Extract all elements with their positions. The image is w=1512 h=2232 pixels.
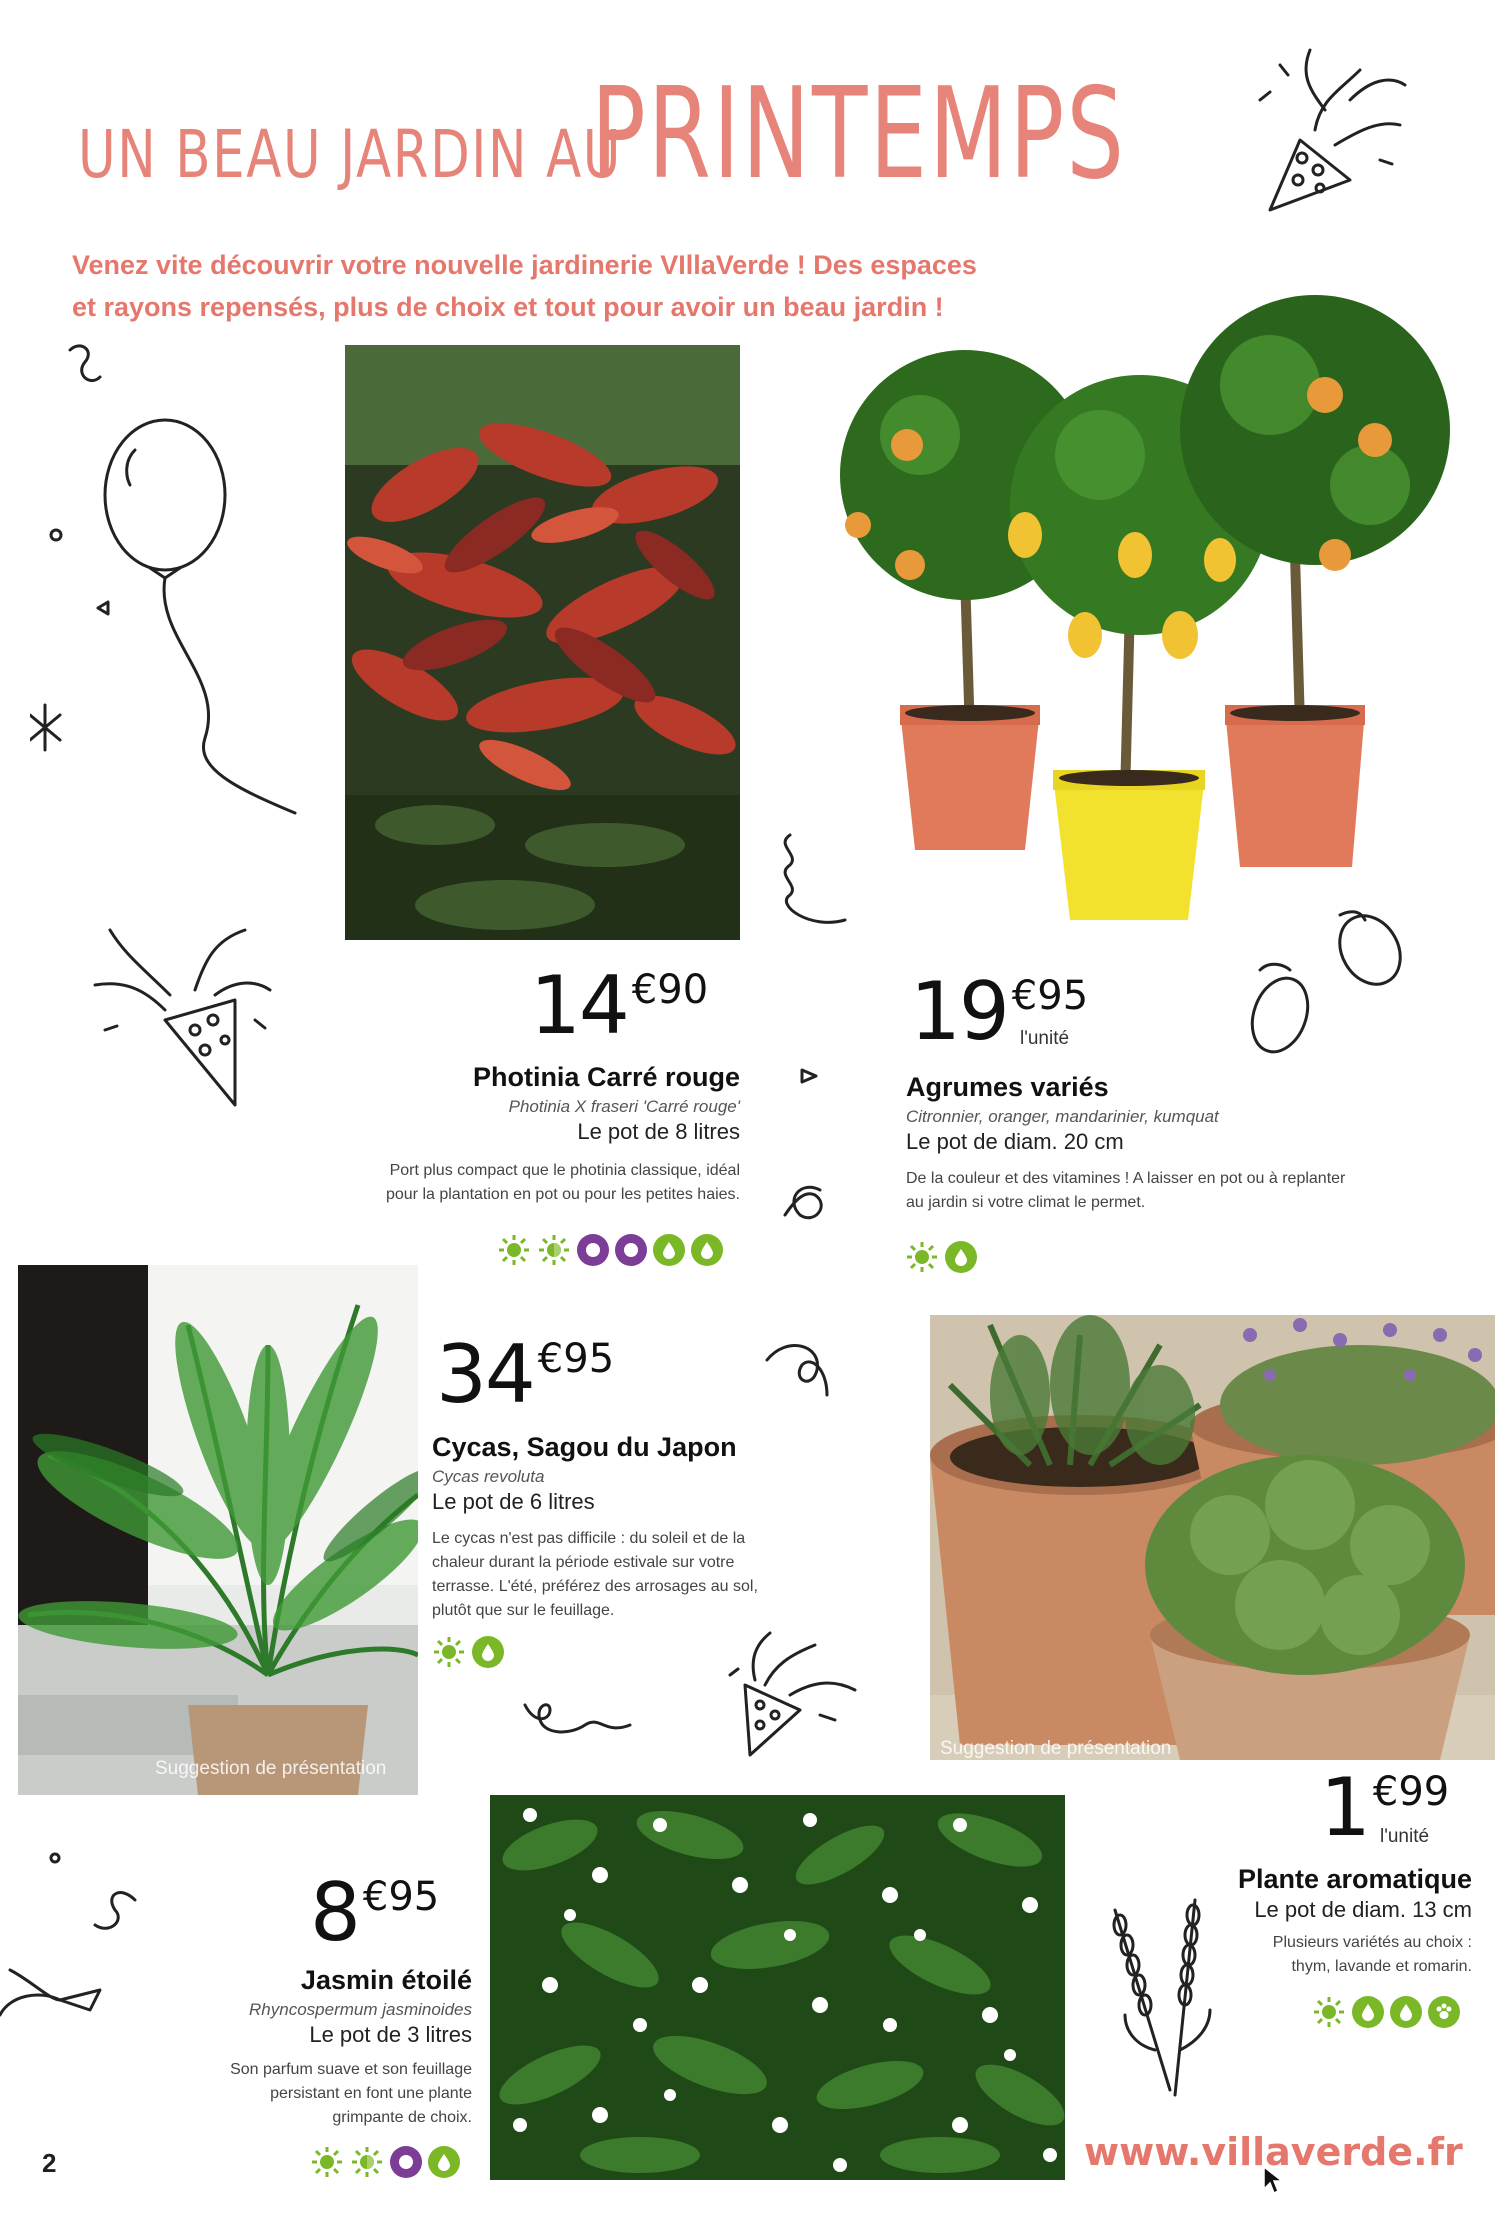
half-sun-icon bbox=[350, 2145, 384, 2179]
sun-icon bbox=[905, 1240, 939, 1274]
intro-line: Venez vite découvrir votre nouvelle jardinerie VIllaVerde ! Des espaces bbox=[72, 250, 977, 280]
pot-size: Le pot de diam. 13 cm bbox=[1254, 1897, 1472, 1922]
herbs-photo bbox=[930, 1315, 1495, 1760]
photinia-price: 14 €90 bbox=[530, 959, 709, 1052]
paw-icon bbox=[1428, 1996, 1460, 2028]
photo-caption: Suggestion de présentation bbox=[155, 1758, 387, 1779]
pot-size: Le pot de 3 litres bbox=[309, 2022, 472, 2047]
photinia-photo bbox=[345, 345, 740, 940]
citrus-photo bbox=[770, 255, 1470, 945]
agrumes-price: 19 €95 bbox=[910, 965, 1089, 1058]
cycas-photo bbox=[18, 1265, 418, 1795]
product-description: Port plus compact que le photinia classique, idéal pour la plantation en pot ou pour les petites haies. bbox=[385, 1162, 740, 1203]
water-drop-icon bbox=[945, 1241, 977, 1273]
swirl-doodle bbox=[780, 1060, 860, 1240]
sun-icon bbox=[432, 1635, 466, 1669]
water-drop-icon bbox=[691, 1234, 723, 1266]
aromatique-care-icons bbox=[1312, 1995, 1460, 2029]
party-popper-icon bbox=[720, 1625, 860, 1760]
water-drop-icon bbox=[1390, 1996, 1422, 2028]
bow-icon bbox=[0, 1840, 140, 2060]
water-drop-icon bbox=[472, 1636, 504, 1668]
party-popper-icon bbox=[1240, 30, 1410, 215]
agrumes-info bbox=[906, 1072, 1466, 1215]
cursor-icon bbox=[1262, 2165, 1284, 2195]
aromatique-price: 1 €99 bbox=[1320, 1761, 1450, 1854]
sun-icon bbox=[1312, 1995, 1346, 2029]
unit-label: l'unité bbox=[1380, 1826, 1430, 1847]
photinia-info bbox=[240, 1062, 740, 1207]
title-part2: PRINTEMPS bbox=[590, 60, 1126, 207]
water-drop-icon bbox=[653, 1234, 685, 1266]
product-name: Jasmin étoilé bbox=[300, 1965, 472, 1995]
latin-name: Cycas revoluta bbox=[432, 1467, 545, 1486]
soil-ph-icon bbox=[390, 2146, 422, 2178]
sun-icon bbox=[497, 1233, 531, 1267]
soil-ph-icon bbox=[615, 1234, 647, 1266]
product-name: Photinia Carré rouge bbox=[472, 1062, 740, 1092]
jasmine-photo bbox=[490, 1795, 1065, 2180]
latin-name: Photinia X fraseri 'Carré rouge' bbox=[508, 1097, 740, 1116]
product-description: Le cycas n'est pas difficile : du soleil et de la chaleur durant la période estivale sur votre terrasse. L'été, préférez des arrosages au sol, plutôt que sur le feuillage. bbox=[432, 1530, 758, 1619]
cycas-price: 34 €95 bbox=[436, 1328, 615, 1421]
product-description: De la couleur et des vitamines ! A laisser en pot ou à replanter au jardin si votre climat le permet. bbox=[906, 1170, 1346, 1211]
latin-name: Rhyncospermum jasminoides bbox=[249, 2000, 472, 2019]
pot-size: Le pot de diam. 20 cm bbox=[906, 1129, 1124, 1154]
product-description: Son parfum suave et son feuillage persistant en font une plante grimpante de choix. bbox=[230, 2061, 472, 2126]
pot-size: Le pot de 8 litres bbox=[577, 1119, 740, 1144]
page-number: 2 bbox=[42, 2148, 57, 2178]
product-description: Plusieurs variétés au choix : thym, lavande et romarin. bbox=[1272, 1934, 1472, 1975]
soil-ph-icon bbox=[577, 1234, 609, 1266]
half-sun-icon bbox=[537, 1233, 571, 1267]
swirl-doodle bbox=[762, 1335, 842, 1405]
swirl-doodle bbox=[770, 830, 860, 950]
website-link[interactable]: www.villaverde.fr bbox=[1084, 2130, 1463, 2174]
product-name: Plante aromatique bbox=[1237, 1864, 1472, 1894]
jasmin-price: 8 €95 bbox=[310, 1866, 440, 1959]
title-part1: UN BEAU JARDIN AU bbox=[78, 116, 623, 193]
pot-size: Le pot de 6 litres bbox=[432, 1489, 595, 1514]
water-drop-icon bbox=[428, 2146, 460, 2178]
jasmin-care-icons bbox=[310, 2145, 460, 2179]
water-drop-icon bbox=[1352, 1996, 1384, 2028]
photinia-care-icons bbox=[497, 1233, 723, 1267]
lemon-icon bbox=[1240, 905, 1420, 1065]
page-title bbox=[78, 60, 1158, 260]
agrumes-care-icons bbox=[905, 1240, 977, 1274]
photo-caption: Suggestion de présentation bbox=[940, 1738, 1172, 1759]
unit-label: l'unité bbox=[1020, 1028, 1070, 1049]
latin-name: Citronnier, oranger, mandarinier, kumquat bbox=[906, 1107, 1219, 1126]
sun-icon bbox=[310, 2145, 344, 2179]
product-name: Agrumes variés bbox=[906, 1072, 1109, 1102]
lavender-icon bbox=[1085, 1890, 1230, 2105]
cycas-info bbox=[432, 1432, 852, 1623]
cycas-care-icons bbox=[432, 1635, 504, 1669]
swirl-doodle bbox=[520, 1690, 640, 1750]
jasmin-info bbox=[110, 1965, 472, 2130]
intro-line: et rayons repensés, plus de choix et tout pour avoir un beau jardin ! bbox=[72, 292, 944, 322]
balloon-icon bbox=[30, 340, 320, 820]
product-name: Cycas, Sagou du Japon bbox=[432, 1432, 737, 1462]
